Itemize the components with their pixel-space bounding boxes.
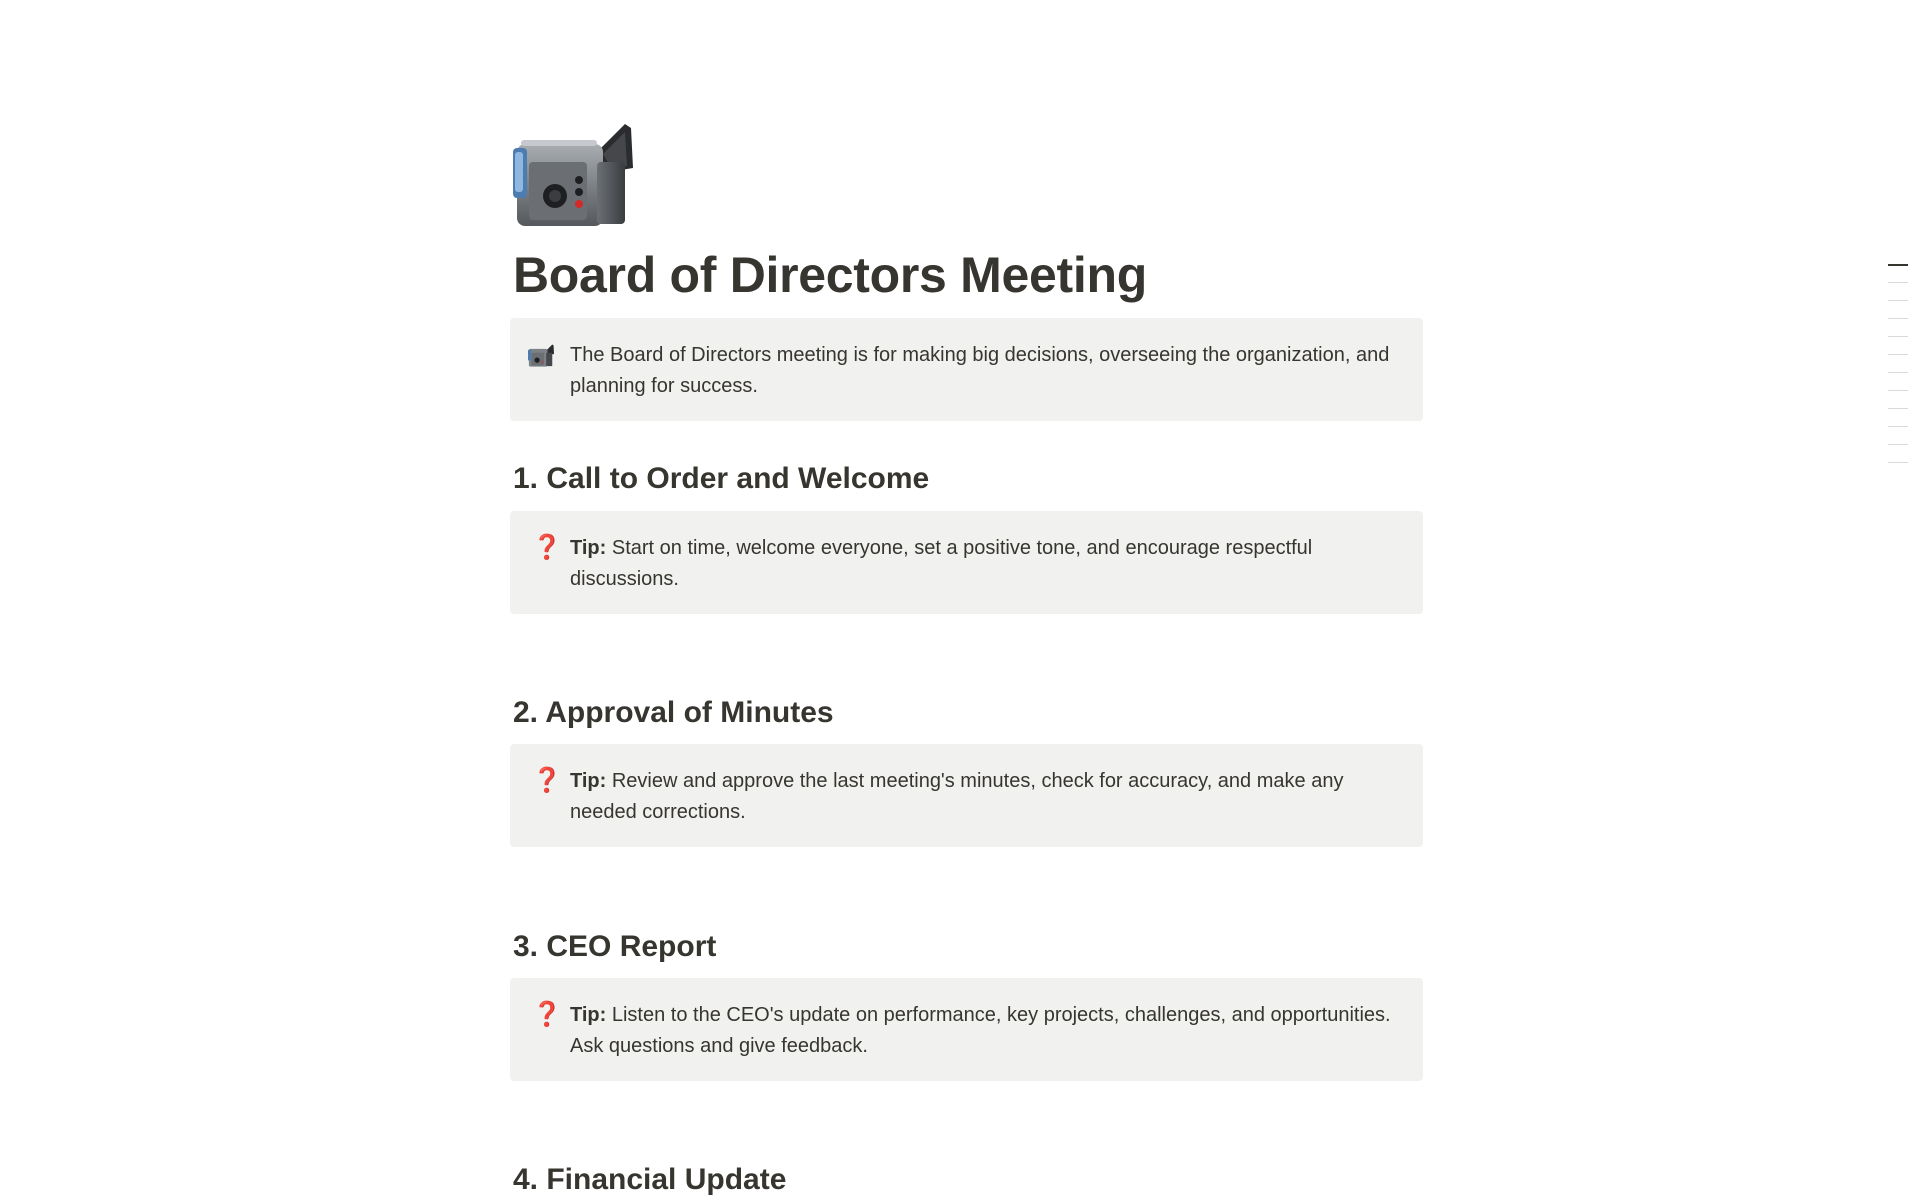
intro-callout[interactable] (510, 318, 1423, 421)
question-mark-icon: ❓ (532, 532, 562, 561)
toc-line[interactable] (1888, 390, 1908, 391)
tip-callout-approval-of-minutes[interactable] (510, 744, 1423, 847)
toc-line[interactable] (1888, 318, 1908, 319)
page-title[interactable]: Board of Directors Meeting (513, 247, 1147, 303)
tip-callout-call-to-order[interactable] (510, 511, 1423, 614)
intro-callout-text: The Board of Directors meeting is for making big decisions, overseeing the organization, and planning for success. (570, 344, 1390, 397)
toc-line[interactable] (1888, 300, 1908, 301)
question-mark-icon: ❓ (532, 999, 562, 1028)
toc-line[interactable] (1888, 426, 1908, 427)
table-of-contents-minimap[interactable] (1888, 264, 1908, 480)
tip-label: Tip: (570, 770, 607, 792)
toc-line[interactable] (1888, 336, 1908, 337)
heading-ceo-report[interactable]: 3. CEO Report (513, 930, 717, 963)
toc-line[interactable] (1888, 408, 1908, 409)
toc-line[interactable] (1888, 264, 1908, 266)
toc-line[interactable] (1888, 444, 1908, 445)
heading-call-to-order[interactable]: 1. Call to Order and Welcome (513, 462, 930, 495)
tip-label: Tip: (570, 1004, 607, 1026)
toc-line[interactable] (1888, 354, 1908, 355)
question-mark-icon: ❓ (532, 765, 562, 794)
heading-approval-of-minutes[interactable]: 2. Approval of Minutes (513, 696, 834, 729)
tip-label: Tip: (570, 537, 607, 559)
video-camera-icon (528, 343, 554, 369)
toc-line[interactable] (1888, 282, 1908, 283)
toc-line[interactable] (1888, 372, 1908, 373)
tip-text: Listen to the CEO's update on performance, key projects, challenges, and opportunities. Ask questions and give feedback. (570, 1004, 1391, 1057)
tip-callout-ceo-report[interactable] (510, 978, 1423, 1081)
tip-text: Review and approve the last meeting's minutes, check for accuracy, and make any needed corrections. (570, 770, 1344, 823)
tip-text: Start on time, welcome everyone, set a positive tone, and encourage respectful discussions. (570, 537, 1313, 590)
toc-line[interactable] (1888, 462, 1908, 463)
heading-financial-update[interactable]: 4. Financial Update (513, 1163, 787, 1196)
video-camera-icon[interactable] (513, 122, 633, 232)
